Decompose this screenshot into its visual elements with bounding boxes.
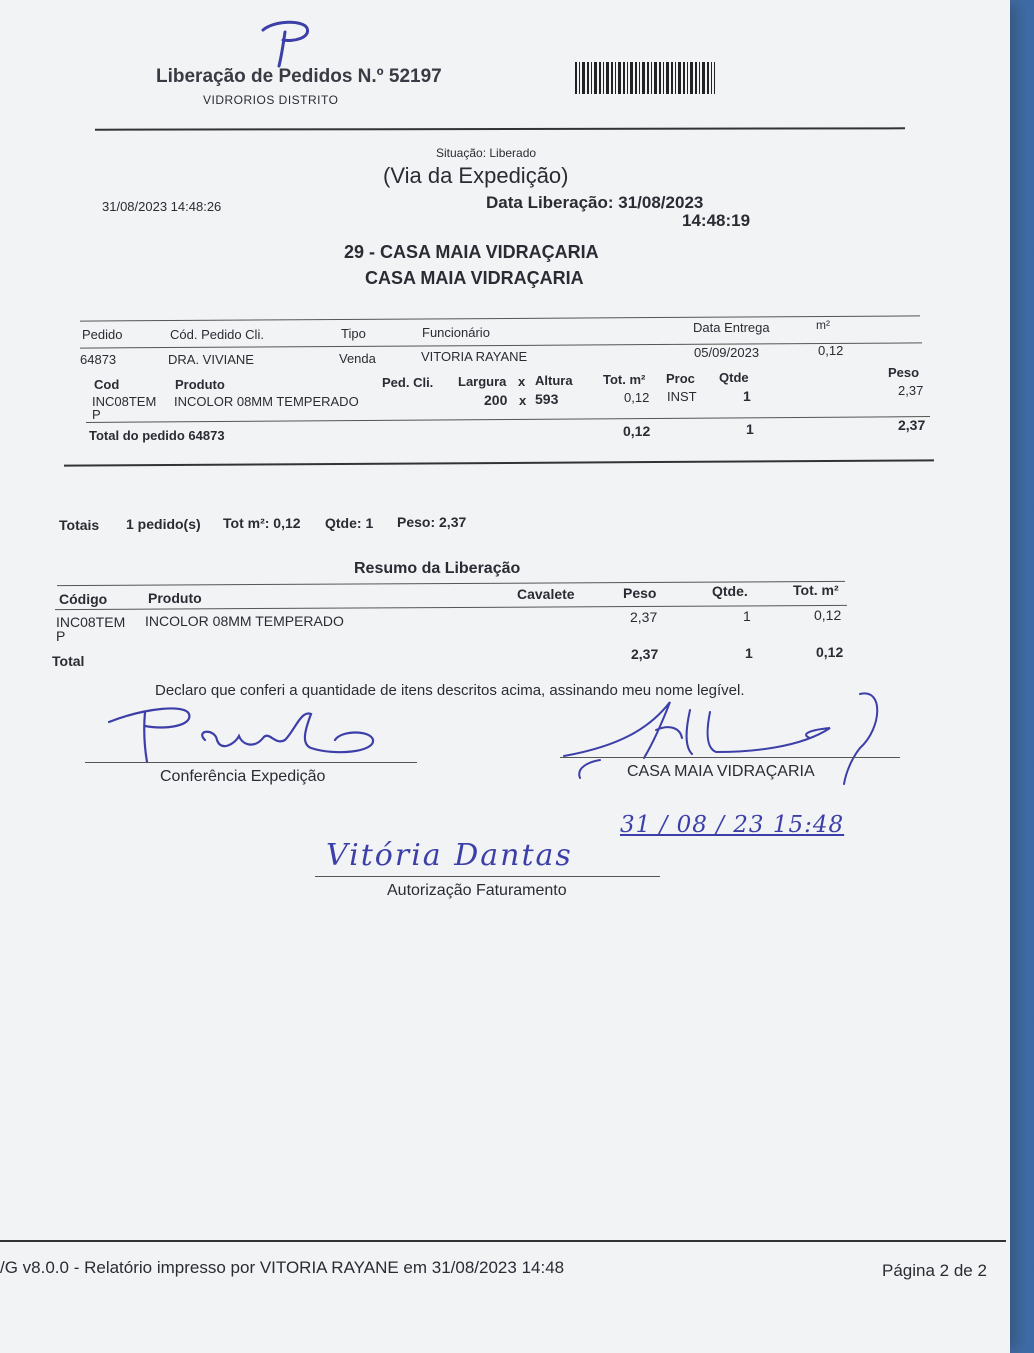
- order-total-qtde: 1: [746, 421, 754, 437]
- summary-col-cavalete: Cavalete: [517, 586, 575, 602]
- conferencia-label: Conferência Expedição: [160, 768, 326, 785]
- order-pedido: 64873: [80, 352, 117, 367]
- item-col-altura: Altura: [535, 373, 573, 388]
- order-total-m2: 0,12: [623, 423, 651, 439]
- client-label: CASA MAIA VIDRAÇARIA: [627, 763, 815, 780]
- divider: [95, 127, 905, 130]
- footer-divider: [0, 1240, 1006, 1242]
- client-name-1: 29 - CASA MAIA VIDRAÇARIA: [344, 242, 599, 262]
- item-x: x: [519, 393, 527, 408]
- footer-page-number: Página 2 de 2: [882, 1261, 987, 1280]
- totals-qtde: Qtde: 1: [325, 515, 374, 531]
- item-cod: INC08TEM P: [92, 394, 157, 422]
- client-name-2: CASA MAIA VIDRAÇARIA: [365, 268, 584, 288]
- item-col-tot-m2: Tot. m²: [603, 372, 646, 387]
- summary-col-peso: Peso: [623, 585, 657, 601]
- col-cod-pedido-cli: Cód. Pedido Cli.: [170, 327, 264, 342]
- item-col-x: x: [518, 374, 526, 389]
- barcode: [575, 62, 715, 94]
- divider: [64, 459, 934, 466]
- order-cod-pedido-cli: DRA. VIVIANE: [168, 352, 254, 367]
- autorizacao-signature: Vitória Dantas: [326, 838, 573, 873]
- divider: [80, 342, 922, 348]
- item-col-proc: Proc: [666, 371, 695, 386]
- summary-total-peso: 2,37: [631, 646, 659, 662]
- order-tipo: Venda: [339, 351, 376, 366]
- col-pedido: Pedido: [82, 327, 123, 342]
- company-name: VIDRORIOS DISTRITO: [203, 93, 339, 107]
- summary-col-tot-m2: Tot. m²: [793, 582, 839, 598]
- item-proc: INST: [667, 389, 697, 404]
- item-largura: 200: [484, 392, 508, 408]
- summary-total-label: Total: [52, 653, 85, 669]
- order-funcionario: VITORIA RAYANE: [421, 349, 528, 364]
- situation-text: Situação: Liberado: [436, 146, 537, 160]
- summary-total-qtde: 1: [745, 645, 753, 661]
- signature-line: [560, 757, 900, 758]
- conferencia-signature: [105, 700, 385, 770]
- release-date: Data Liberação: 31/08/2023: [486, 193, 704, 212]
- summary-codigo: INC08TEM P: [56, 614, 126, 644]
- summary-title: Resumo da Liberação: [354, 560, 521, 577]
- item-col-ped-cli: Ped. Cli.: [382, 375, 434, 390]
- signature-line: [85, 762, 417, 763]
- copy-type: (Via da Expedição): [383, 163, 569, 188]
- col-data-entrega: Data Entrega: [693, 320, 770, 335]
- order-m2: 0,12: [818, 343, 844, 358]
- item-qtde: 1: [743, 388, 751, 404]
- summary-total-tot-m2: 0,12: [816, 644, 844, 660]
- col-m2: m²: [816, 318, 830, 332]
- handwritten-p-mark: [255, 18, 325, 68]
- handwritten-date: 31 / 08 / 23 15:48: [620, 812, 845, 838]
- divider: [86, 416, 930, 423]
- order-total-label: Total do pedido 64873: [89, 428, 225, 443]
- item-col-qtde: Qtde: [719, 370, 749, 385]
- signature-line: [315, 876, 660, 877]
- totals-m2: Tot m²: 0,12: [223, 515, 301, 531]
- totals-label: Totais: [59, 517, 100, 533]
- summary-col-codigo: Código: [59, 591, 108, 607]
- summary-tot-m2: 0,12: [814, 607, 842, 623]
- summary-peso: 2,37: [630, 609, 658, 625]
- printed-at: 31/08/2023 14:48:26: [102, 199, 222, 214]
- release-time: 14:48:19: [682, 211, 751, 230]
- col-tipo: Tipo: [341, 326, 366, 341]
- totals-peso: Peso: 2,37: [397, 514, 467, 530]
- summary-col-produto: Produto: [148, 590, 202, 606]
- footer-printed-by: /G v8.0.0 - Relatório impresso por VITORIA RAYANE em 31/08/2023 14:48: [0, 1258, 565, 1277]
- item-peso: 2,37: [898, 383, 924, 398]
- item-produto: INCOLOR 08MM TEMPERADO: [174, 394, 359, 409]
- summary-qtde: 1: [743, 608, 751, 624]
- item-col-largura: Largura: [458, 374, 507, 389]
- col-funcionario: Funcionário: [422, 325, 490, 340]
- order-data-entrega: 05/09/2023: [694, 345, 760, 360]
- document-title: Liberação de Pedidos N.º 52197: [156, 66, 442, 87]
- order-total-peso: 2,37: [898, 417, 926, 433]
- summary-produto: INCOLOR 08MM TEMPERADO: [145, 613, 344, 629]
- item-col-cod: Cod: [94, 377, 120, 392]
- divider: [80, 315, 920, 321]
- item-tot-m2: 0,12: [624, 390, 650, 405]
- item-altura: 593: [535, 391, 559, 407]
- declaration-text: Declaro que conferi a quantidade de itens descritos acima, assinando meu nome legível.: [155, 682, 745, 699]
- totals-pedidos: 1 pedido(s): [126, 516, 201, 532]
- item-col-produto: Produto: [175, 377, 225, 392]
- summary-col-qtde: Qtde.: [712, 583, 748, 599]
- autorizacao-label: Autorização Faturamento: [387, 882, 567, 899]
- item-col-peso: Peso: [888, 365, 920, 380]
